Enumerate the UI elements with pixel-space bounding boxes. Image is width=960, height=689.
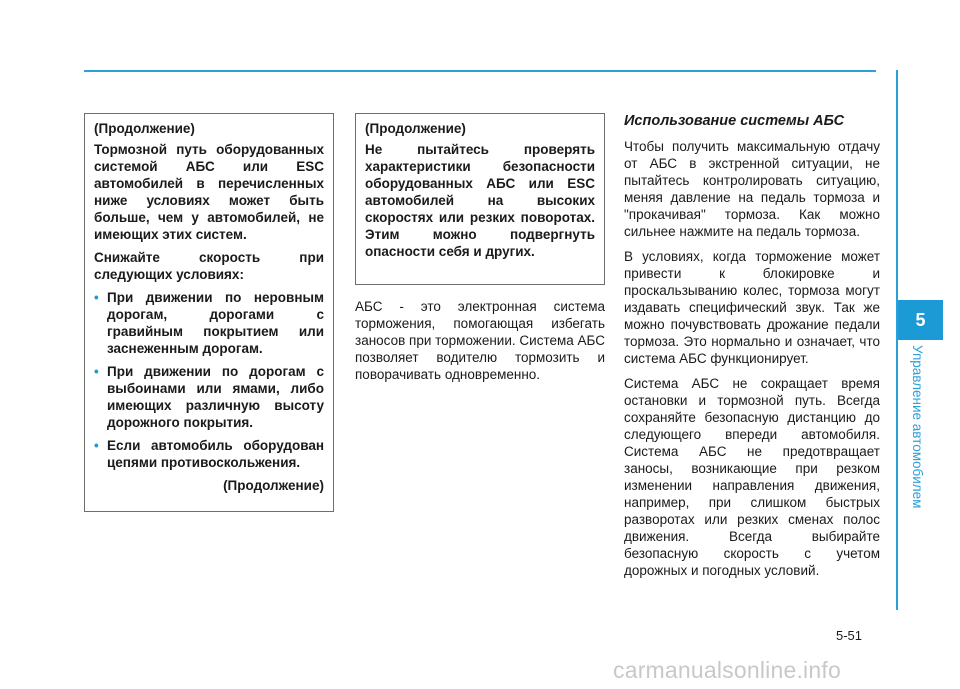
body-paragraph: В условиях, когда торможение может привести к блокировке и проскальзыванию колес, тормоза могут издавать специфический звук. Так же можно почувствовать дрожание педали тормоза. Это нормально и означает, что система АБС функционирует.: [624, 249, 880, 366]
abs-usage-section: [624, 113, 880, 587]
list-item: [94, 289, 324, 357]
warning-box-middle: [355, 113, 605, 285]
list-item: [94, 437, 324, 471]
abs-description: АБС - это электронная система торможения, помогающая избегать заносов при торможении. Система АБС позволяет водителю тормозить и поворачивать одновременно.: [355, 299, 605, 382]
box-continued-head: (Продолжение): [365, 121, 466, 136]
watermark: carmanualsonline.info: [613, 657, 841, 683]
list-item-text: При движении по неровным дорогам, дорогами с гравийным покрытием или заснеженным дорогам.: [107, 290, 324, 356]
list-item: [94, 363, 324, 431]
body-paragraph: Система АБС не сокращает время остановки и тормозной путь. Всегда сохраняйте безопасную дистанцию до следующего впереди автомобиля. Система АБС не предотвращает заносы, возникающие при резком изменении направления движения, например, при слишком быстрых разворотах или резких сменах полос движения. Всегда выбирайте безопасную скорость с учетом дорожных и погодных условий.: [624, 376, 880, 578]
chapter-number-tab: 5: [898, 300, 943, 340]
box-continued-head: (Продолжение): [94, 121, 195, 136]
box-paragraph: Снижайте скорость при следующих условиях:: [94, 250, 324, 282]
box-paragraph: Тормозной путь оборудованных системой АБС или ESC автомобилей в перечисленных ниже условиях может быть больше, чем у автомобилей, не имеющих этих систем.: [94, 142, 324, 242]
chapter-title: Управление автомобилем: [910, 345, 925, 509]
warning-box-left: [84, 113, 334, 512]
body-paragraph: Чтобы получить максимальную отдачу от АБС в экстренной ситуации, не пытайтесь контролировать ситуацию, меняя давление на педаль тормоза и "прокачивая" тормоза. Как можно сильнее нажмите на педаль тормоза.: [624, 139, 880, 239]
header-rule: [84, 70, 876, 72]
bullet-icon: •: [94, 438, 99, 453]
box-continued-tail: (Продолжение): [223, 478, 324, 493]
condition-list: [94, 289, 324, 471]
side-rule: [896, 70, 898, 610]
bullet-icon: •: [94, 364, 99, 379]
box-paragraph: Не пытайтесь проверять характеристики безопасности оборудованных АБС или ESC автомобилей на высоких скоростях или резких поворотах. Этим можно подвергнуть опасности себя и других.: [365, 142, 595, 259]
bullet-icon: •: [94, 290, 99, 305]
page-number: 5-51: [836, 628, 863, 643]
list-item-text: Если автомобиль оборудован цепями противоскольжения.: [107, 438, 324, 470]
section-heading: Использование системы АБС: [624, 113, 845, 129]
list-item-text: При движении по дорогам с выбоинами или ямами, либо имеющих различную высоту дорожного покрытия.: [107, 364, 324, 430]
